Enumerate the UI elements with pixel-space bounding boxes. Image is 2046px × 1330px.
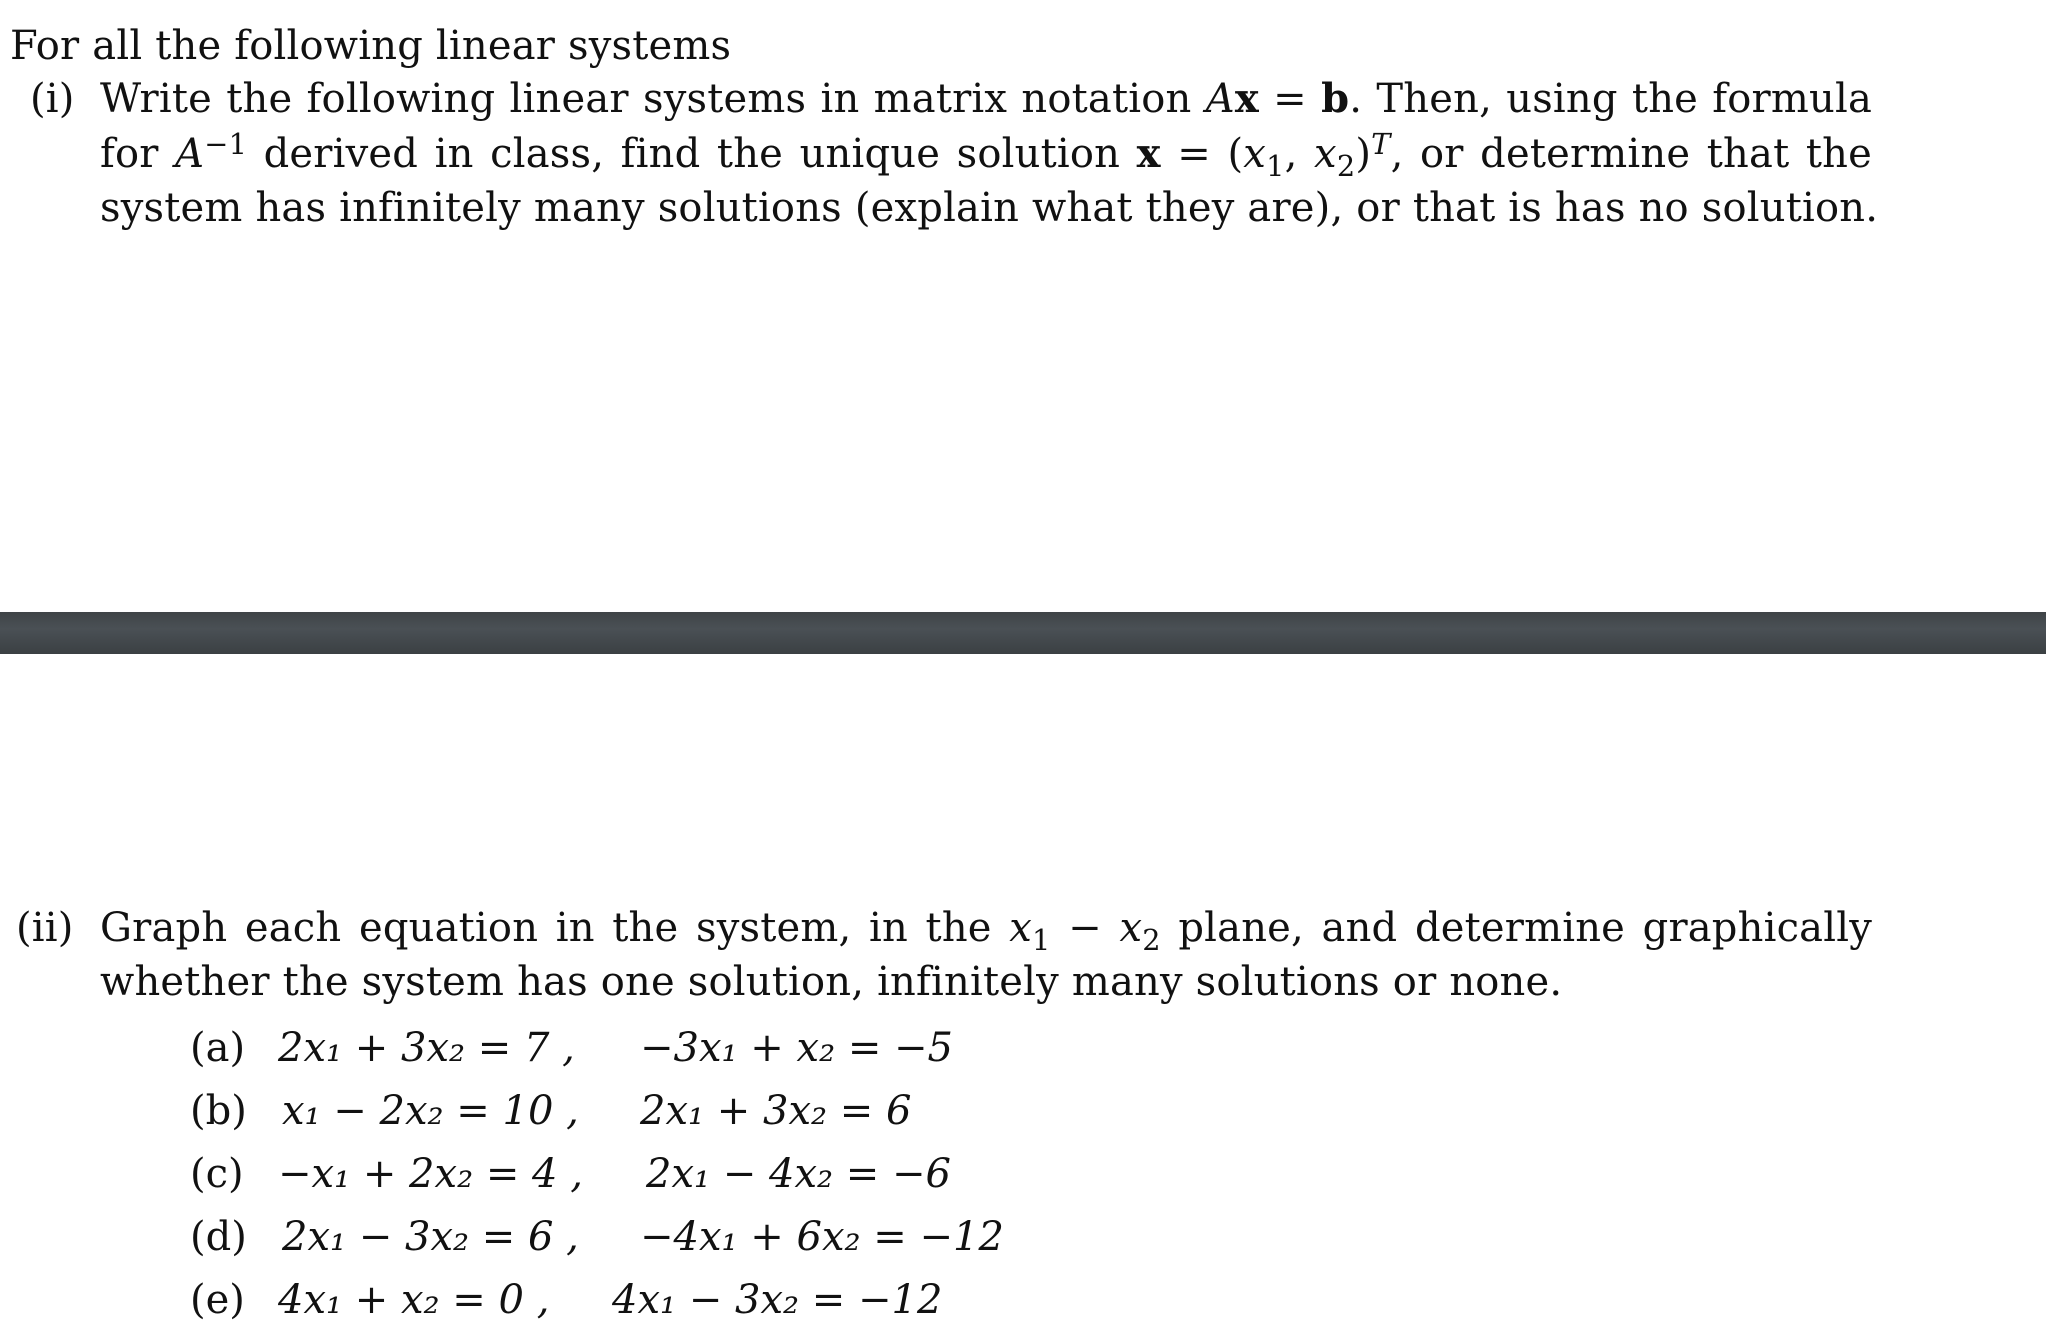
system-a-label: (a) — [190, 1025, 246, 1071]
part-ii-label: (ii) — [16, 905, 74, 951]
system-a-eq2: −3x₁ + x₂ = −5 — [640, 1025, 954, 1071]
part-i-line-1: Write the following linear systems in matrix notation Ax = b. Then, using the formula — [100, 75, 1873, 122]
part-ii-line-2: whether the system has one solution, infinitely many solutions or none. — [100, 959, 1563, 1005]
system-b-eq2: 2x₁ + 3x₂ = 6 — [640, 1088, 912, 1134]
system-d-eq2: −4x₁ + 6x₂ = −12 — [640, 1214, 1004, 1260]
system-c-eq1: −x₁ + 2x₂ = 4 , — [278, 1151, 583, 1197]
system-d-eq1: 2x₁ − 3x₂ = 6 , — [282, 1214, 579, 1260]
system-d-label: (d) — [190, 1214, 247, 1260]
part-ii-line-1: Graph each equation in the system, in the $x_1 - x_2$ plane, and determine graphically — [100, 905, 1873, 957]
system-e-label: (e) — [190, 1277, 245, 1323]
system-a-eq1: 2x₁ + 3x₂ = 7 , — [278, 1025, 575, 1071]
system-e-eq2: 4x₁ − 3x₂ = −12 — [612, 1277, 943, 1323]
system-b-label: (b) — [190, 1088, 247, 1134]
part-i-line-3: system has infinitely many solutions (explain what they are), or that is has no solution. — [100, 185, 1879, 231]
system-c-eq2: 2x₁ − 4x₂ = −6 — [646, 1151, 951, 1197]
divider-bar — [0, 612, 2046, 654]
system-c-label: (c) — [190, 1151, 244, 1197]
system-b-eq1: x₁ − 2x₂ = 10 , — [282, 1088, 579, 1134]
intro-text: For all the following linear systems — [10, 23, 732, 69]
system-e-eq1: 4x₁ + x₂ = 0 , — [278, 1277, 550, 1323]
part-i-label: (i) — [30, 76, 75, 122]
part-i-line-2: for $A^{-1}$ derived in class, find the unique solution $x = (x_1$, $x_2)^T$, or determine that the — [100, 127, 1872, 183]
